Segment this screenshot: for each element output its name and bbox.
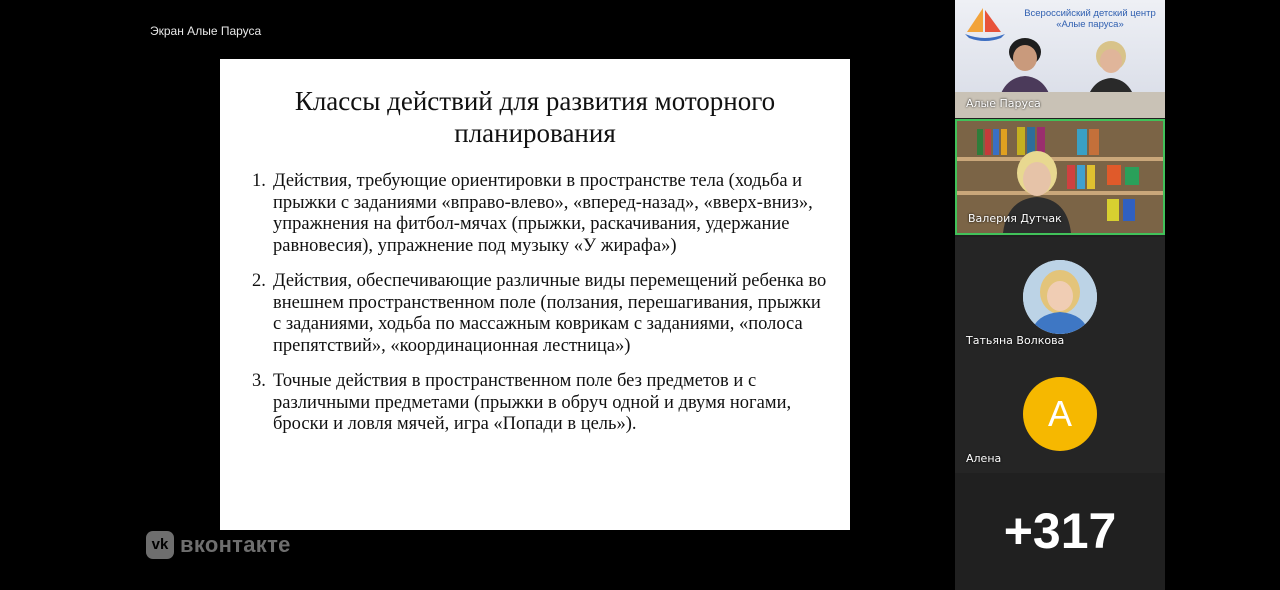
slide-item-number: 1. — [252, 171, 266, 191]
slide-item-text: Точные действия в пространственном поле без предметов и с различными предметами (прыжки в обруч одной и двумя ногами, броски и ловля мячей, игра «Попади в цель»). — [273, 371, 792, 434]
avatar-initial: А — [1023, 377, 1097, 451]
slide-title: Классы действий для развития моторного планирования — [294, 86, 776, 148]
participants-panel — [955, 0, 1165, 590]
presentation-slide — [220, 59, 850, 530]
participant-tile-alena[interactable] — [955, 355, 1165, 473]
slide-list-item — [252, 271, 827, 357]
slide-list-item — [252, 371, 827, 436]
vk-logo — [146, 531, 291, 559]
participant-name: Алые Паруса — [966, 97, 1041, 110]
participant-name: Валерия Дутчак — [968, 212, 1062, 225]
more-participants-tile[interactable] — [955, 473, 1165, 590]
participant-tile-valeria[interactable] — [955, 119, 1165, 235]
slide-item-number: 2. — [252, 271, 266, 291]
avatar — [1023, 260, 1097, 334]
screen-share-label: Экран Алые Паруса — [150, 24, 262, 38]
slide-list — [252, 171, 827, 450]
vk-badge-icon: vk — [146, 531, 174, 559]
vk-wordmark: вконтакте — [180, 532, 291, 557]
participant-name: Татьяна Волкова — [966, 334, 1065, 347]
org-name: Всероссийский детский центр «Алые паруса» — [1024, 8, 1156, 30]
slide-item-text: Действия, требующие ориентировки в пространстве тела (ходьба и прыжки с заданиями «вправо-влево», «вперед-назад», «вверх-вниз», упражнения на фитбол-мячах (прыжки, раскачивания, удержание равновесия), упражнение под музыку «У жирафа») — [273, 171, 813, 256]
participant-tile-tatiana[interactable] — [955, 237, 1165, 355]
more-participants-count: +317 — [1003, 503, 1117, 559]
slide-list-item — [252, 171, 827, 257]
participant-name: Алена — [966, 452, 1002, 465]
avatar-photo-icon — [1023, 260, 1097, 334]
participant-tile-alye-parusa[interactable] — [955, 0, 1165, 118]
slide-item-text: Действия, обеспечивающие различные виды перемещений ребенка во внешнем пространственном поле (ползания, перешагивания, прыжки с заданиями, ходьба по массажным коврикам с заданиями, «полоса препятствий», «координационная лестница») — [273, 271, 827, 356]
slide-item-number: 3. — [252, 371, 266, 391]
